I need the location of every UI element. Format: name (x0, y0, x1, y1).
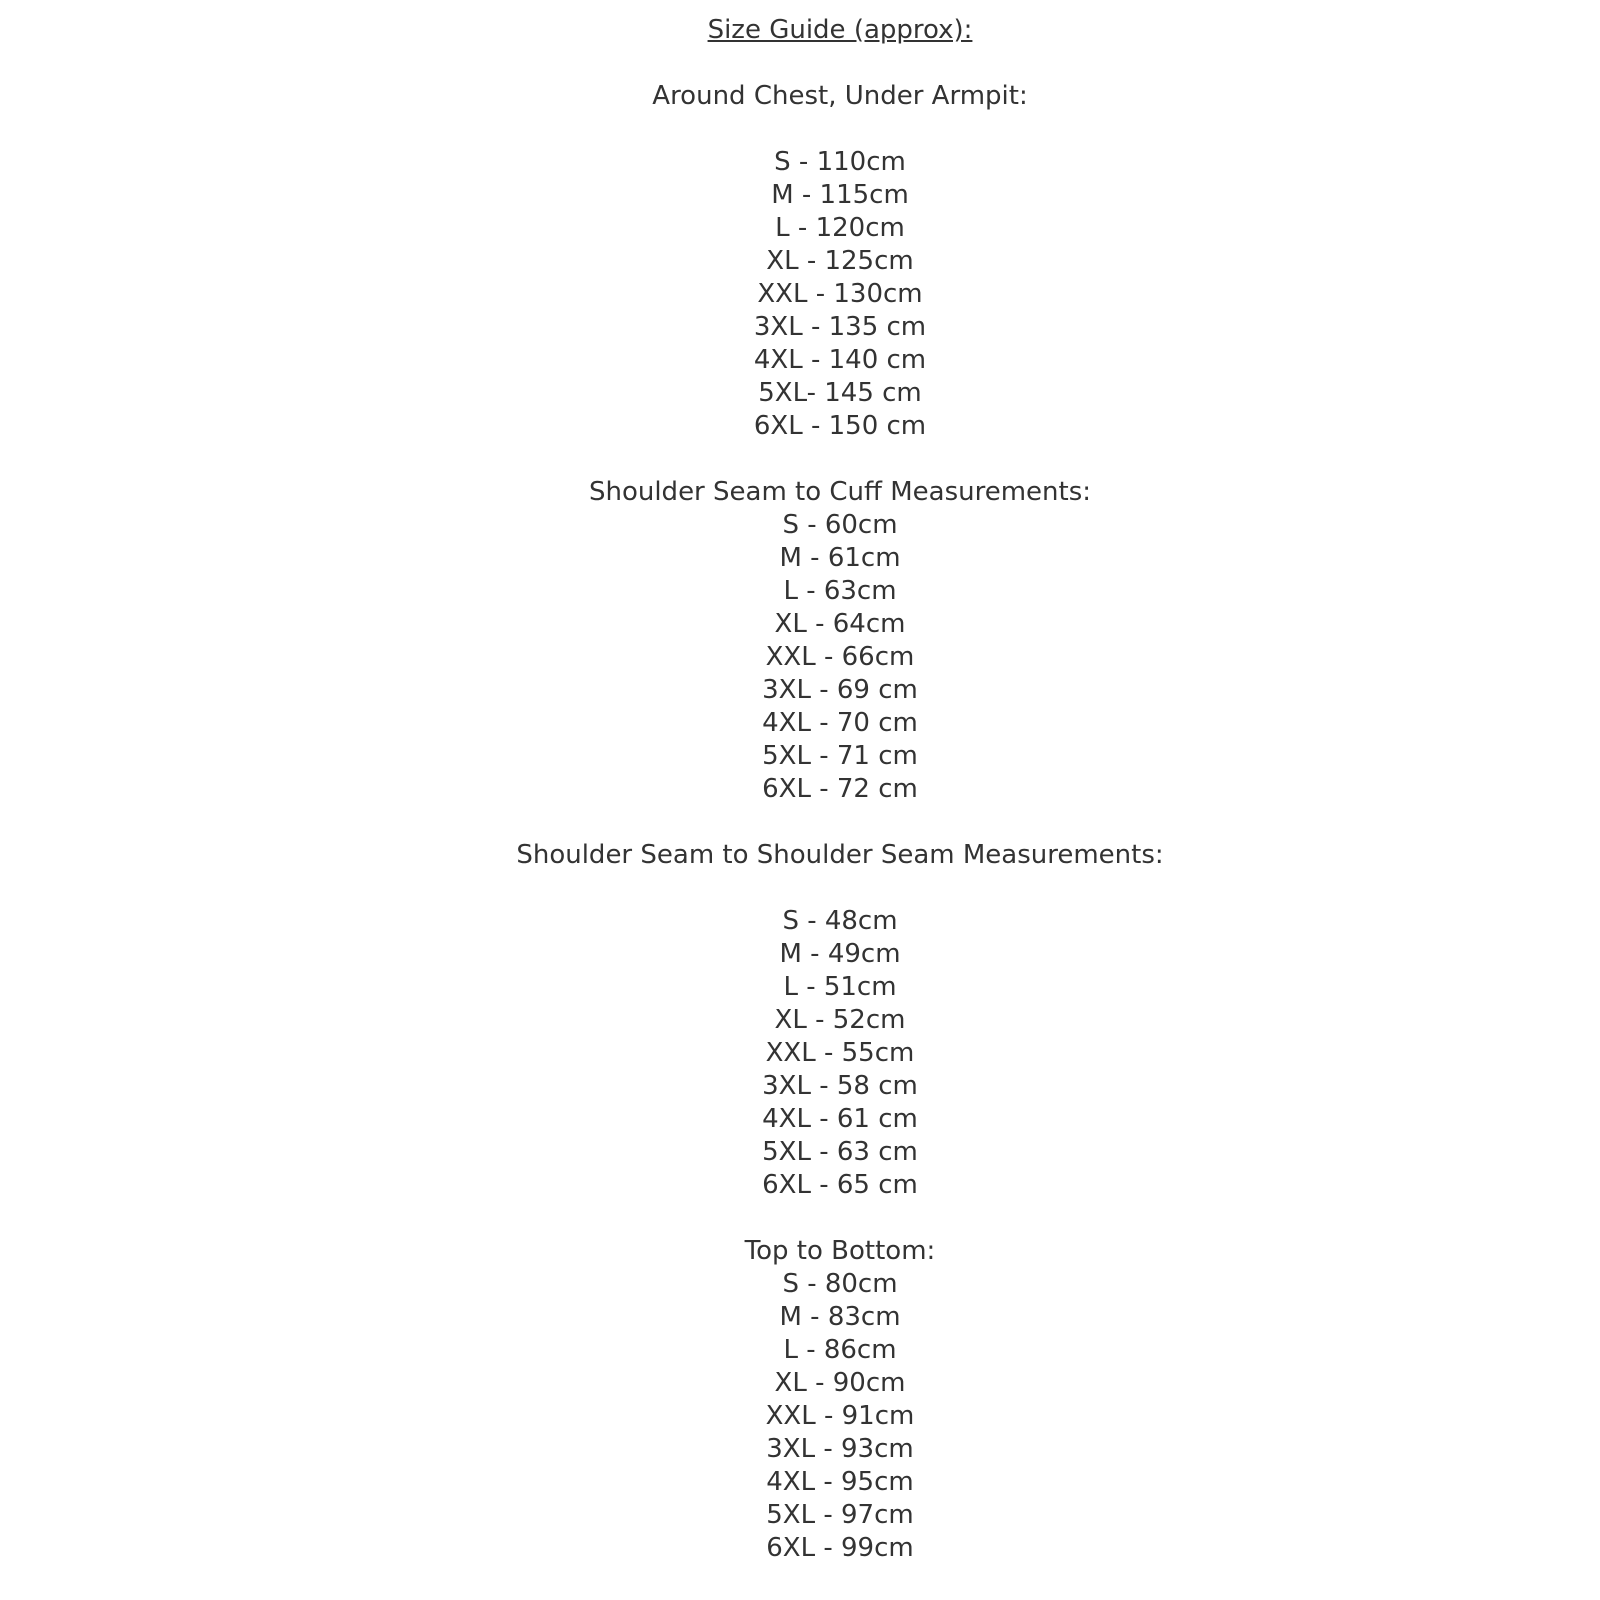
size-row: L - 51cm (783, 972, 897, 1002)
size-row: S - 80cm (782, 1269, 898, 1299)
size-row: 4XL - 95cm (766, 1467, 914, 1497)
size-row: L - 86cm (783, 1335, 897, 1365)
size-row: S - 110cm (774, 147, 906, 177)
size-row: 6XL - 150 cm (753, 411, 927, 441)
size-row: XL - 52cm (774, 1005, 906, 1035)
size-row: 3XL - 69 cm (762, 675, 918, 705)
size-row: L - 63cm (783, 576, 897, 606)
section-heading-top-to-bottom: Top to Bottom: (744, 1236, 936, 1266)
section-heading-shoulder-to-shoulder: Shoulder Seam to Shoulder Seam Measurements: (516, 840, 1164, 870)
size-row: 6XL - 65 cm (762, 1170, 918, 1200)
size-row: 6XL - 99cm (766, 1533, 914, 1563)
size-row: 5XL - 97cm (766, 1500, 914, 1530)
section-heading-shoulder-to-cuff: Shoulder Seam to Cuff Measurements: (588, 477, 1092, 507)
size-row: XXL - 55cm (765, 1038, 915, 1068)
size-row: M - 115cm (771, 180, 909, 210)
size-row: 4XL - 140 cm (753, 345, 927, 375)
size-row: M - 61cm (779, 543, 901, 573)
size-row: XL - 64cm (774, 609, 906, 639)
section-shoulder-to-shoulder (80, 839, 1600, 1202)
size-guide-document (80, 0, 1600, 1565)
size-row: 3XL - 93cm (766, 1434, 914, 1464)
size-row: 6XL - 72 cm (762, 774, 918, 804)
size-row: XXL - 66cm (765, 642, 915, 672)
size-row: 3XL - 135 cm (753, 312, 927, 342)
size-row: 5XL - 63 cm (762, 1137, 918, 1167)
section-top-to-bottom (80, 1235, 1600, 1565)
size-row: 4XL - 70 cm (762, 708, 918, 738)
size-row: 5XL - 71 cm (762, 741, 918, 771)
section-around-chest (80, 80, 1600, 443)
size-row: XL - 90cm (774, 1368, 906, 1398)
size-row: 3XL - 58 cm (762, 1071, 918, 1101)
size-row: XL - 125cm (766, 246, 914, 276)
size-row: S - 60cm (782, 510, 898, 540)
size-row: XXL - 130cm (757, 279, 923, 309)
size-row: M - 83cm (779, 1302, 901, 1332)
size-row: S - 48cm (782, 906, 898, 936)
size-row: L - 120cm (775, 213, 905, 243)
size-row: XXL - 91cm (765, 1401, 915, 1431)
section-shoulder-to-cuff (80, 476, 1600, 806)
page-title: Size Guide (approx): (707, 15, 973, 45)
size-row: 5XL- 145 cm (758, 378, 922, 408)
size-row: 4XL - 61 cm (762, 1104, 918, 1134)
size-row: M - 49cm (779, 939, 901, 969)
section-heading-around-chest: Around Chest, Under Armpit: (652, 81, 1028, 111)
